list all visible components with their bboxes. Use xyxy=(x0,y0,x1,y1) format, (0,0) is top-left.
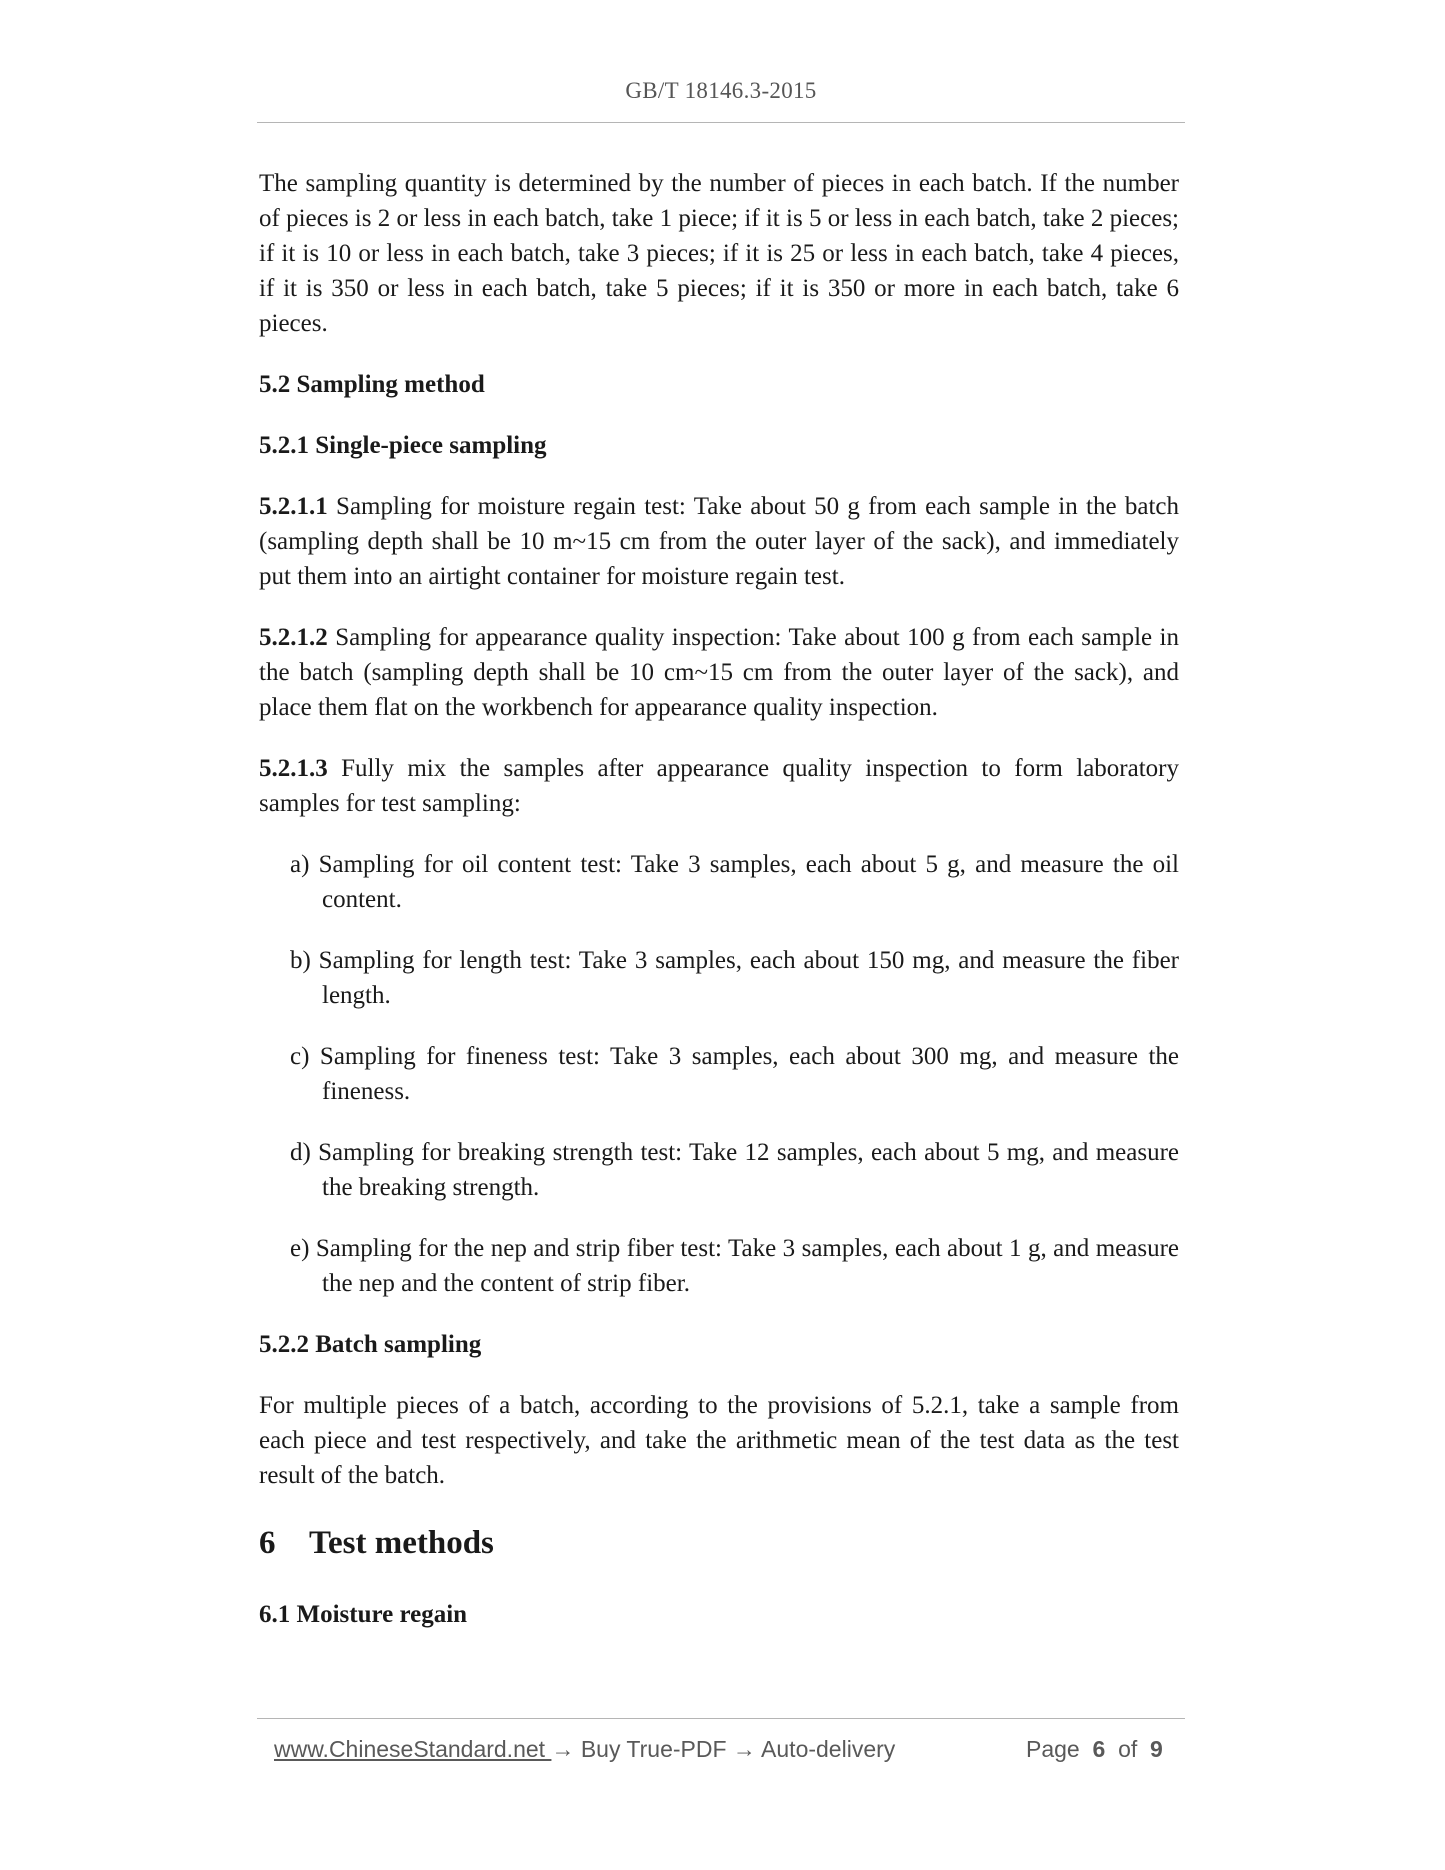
list-item-d: d) Sampling for breaking strength test: Take 12 samples, each about 5 mg, and measure the breaking strength. xyxy=(290,1139,1179,1201)
current-page: 6 xyxy=(1092,1736,1106,1762)
clause-number: 5.2.1.1 xyxy=(259,493,328,520)
list-item-a: a) Sampling for oil content test: Take 3 samples, each about 5 g, and measure the oil content. xyxy=(290,851,1179,913)
paragraph-5-2-2: For multiple pieces of a batch, according to the provisions of 5.2.1, take a sample from each piece and test respectively, and take the arithmetic mean of the test data as the test result of the batch. xyxy=(259,1392,1179,1489)
arrow-right-icon: → xyxy=(732,1736,756,1762)
heading-5-2: 5.2 Sampling method xyxy=(259,371,485,398)
of-word: of xyxy=(1118,1736,1138,1762)
clause-number: 5.2.1.2 xyxy=(259,624,328,651)
header-divider xyxy=(257,122,1185,123)
page-word: Page xyxy=(1026,1736,1080,1762)
heading-5-2-2: 5.2.2 Batch sampling xyxy=(259,1331,482,1358)
heading-section-6 xyxy=(259,1523,1179,1563)
total-pages: 9 xyxy=(1150,1736,1163,1762)
section-title: Test methods xyxy=(309,1525,494,1561)
footer-promo xyxy=(274,1736,895,1763)
clause-number: 5.2.1.3 xyxy=(259,755,328,782)
paragraph-5-2-1-1 xyxy=(259,489,1179,594)
buy-text: Buy True-PDF xyxy=(574,1736,733,1762)
heading-6-1: 6.1 Moisture regain xyxy=(259,1601,468,1628)
heading-5-2-1: 5.2.1 Single-piece sampling xyxy=(259,432,547,459)
footer-divider xyxy=(257,1718,1185,1719)
arrow-right-icon: → xyxy=(551,1736,575,1762)
delivery-text: Auto-delivery xyxy=(755,1736,896,1762)
list-item-c: c) Sampling for fineness test: Take 3 samples, each about 300 mg, and measure the fineness. xyxy=(290,1043,1179,1105)
clause-text: Sampling for appearance quality inspection: Take about 100 g from each sample in the batch (sampling depth shall be 10 cm~15 cm from the outer layer of the sack), and place them flat on the workbench for appearance quality inspection. xyxy=(259,624,1179,721)
list-item-b: b) Sampling for length test: Take 3 samples, each about 150 mg, and measure the fiber length. xyxy=(290,947,1179,1009)
clause-text: Sampling for moisture regain test: Take about 50 g from each sample in the batch (sampling depth shall be 10 m~15 cm from the outer layer of the sack), and immediately put them into an airtight container for moisture regain test. xyxy=(259,493,1179,590)
page-body xyxy=(259,166,1179,1658)
page-indicator xyxy=(1026,1736,1163,1763)
intro-paragraph: The sampling quantity is determined by the number of pieces in each batch. If the number of pieces is 2 or less in each batch, take 1 piece; if it is 5 or less in each batch, take 2 pieces; if it is 10 or less in each batch, take 3 pieces; if it is 25 or less in each batch, take 4 pieces, if it is 350 or less in each batch, take 5 pieces; if it is 350 or more in each batch, take 6 pieces. xyxy=(259,170,1179,337)
running-header: GB/T 18146.3-2015 xyxy=(625,78,817,103)
list-item-e: e) Sampling for the nep and strip fiber test: Take 3 samples, each about 1 g, and measure the nep and the content of strip fiber. xyxy=(290,1235,1179,1297)
paragraph-5-2-1-3 xyxy=(259,751,1179,821)
website-link[interactable]: www.ChineseStandard.net xyxy=(274,1736,552,1762)
paragraph-5-2-1-2 xyxy=(259,620,1179,725)
section-number: 6 xyxy=(259,1525,276,1561)
clause-text: Fully mix the samples after appearance quality inspection to form laboratory samples for test sampling: xyxy=(259,755,1179,817)
